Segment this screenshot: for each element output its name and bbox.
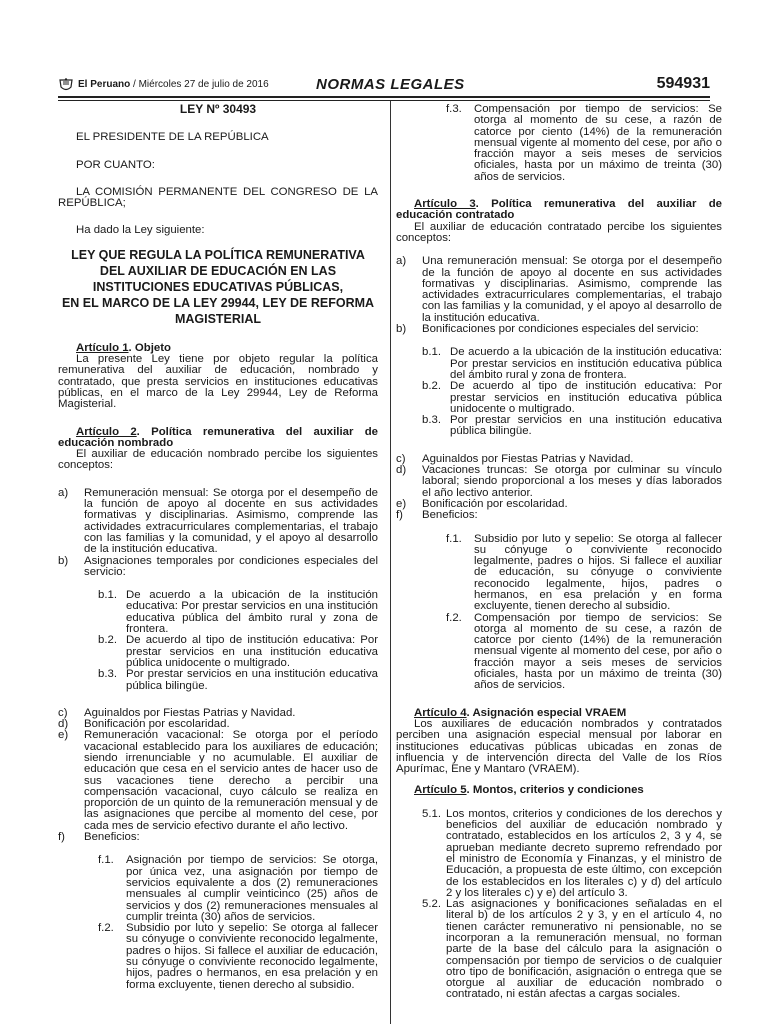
list-item-f2: [58, 923, 378, 991]
item-label: 5.1.: [422, 807, 441, 820]
list-item-f1: [396, 534, 722, 613]
item-label: 5.2.: [422, 898, 441, 911]
article-1-title: . Objeto: [128, 341, 171, 354]
list-item-b2: [396, 381, 722, 415]
item-label: b.1.: [98, 589, 117, 602]
item-label: f.2.: [446, 611, 462, 624]
list-item-a: [58, 488, 378, 556]
law-title: [58, 247, 378, 327]
header-rule: [58, 96, 710, 98]
right-column: [396, 104, 722, 1001]
item-text: Remuneración mensual: Se otorga por el desempeño de la función de apoyo al docente en sus actividades formativas y disciplinarias. Asimismo, comprende las actividades extracurriculares complementarias, el trabajo con las familias y la comunidad, y el apoyo al desarrollo de la institución educativa.: [84, 486, 378, 556]
item-label: e): [396, 497, 407, 510]
article-3-heading: [396, 199, 722, 222]
law-title-line: LEY QUE REGULA LA POLÍTICA REMUNERATIVA: [71, 247, 365, 262]
item-label: f.1.: [98, 854, 114, 867]
list-item-b3: [58, 669, 378, 692]
item-label: b): [396, 323, 407, 336]
item-label: f): [396, 509, 403, 522]
list-item-f: [396, 510, 722, 521]
article-5-heading: [396, 785, 722, 796]
list-item-f3: [396, 104, 722, 183]
list-item-b1: [396, 347, 722, 381]
column-divider: [390, 101, 391, 1024]
law-title-line: DEL AUXILIAR DE EDUCACIÓN EN LAS: [99, 263, 337, 278]
president-line: EL PRESIDENTE DE LA REPÚBLICA: [76, 131, 269, 144]
list-item-d: [396, 465, 722, 499]
article-3-intro: El auxiliar de educación contratado percibe los siguientes conceptos:: [396, 220, 722, 244]
page-number: 594931: [656, 75, 710, 92]
item-text: Aguinaldos por Fiestas Patrias y Navidad.: [422, 452, 634, 465]
item-text: Los montos, criterios y condiciones de los derechos y beneficios del auxiliar de educación nombrado y contratado, establecidos en los artículos 2, 3 y 4, se aprueban mediante decreto supremo refrendado por el ministro de Economía y Finanzas, y el ministro de Educación, a propuesta de este último, con excepción de los establecidos en los literales c) y d) del artículo 2 y los literales c) y e) del artículo 3.: [446, 807, 722, 899]
item-label: f.2.: [98, 922, 114, 935]
item-text: Bonificaciones por condiciones especiales del servicio:: [422, 323, 699, 336]
item-text: De acuerdo al tipo de institución educativa: Por prestar servicios en institución educativa pública unidocente o multigrado.: [450, 380, 722, 415]
article-2-heading: [58, 427, 378, 450]
list-item-f1: [58, 855, 378, 923]
item-label: b.3.: [422, 414, 441, 427]
item-text: Subsidio por luto y sepelio: Se otorga al fallecer su cónyuge o conviviente reconocido legalmente, padres o hijos. Si fallece el auxiliar de educación, su cónyuge o conviviente reconocido legalmente, hijos, padres o hermanos, en esa prelación y en forma excluyente, tienen derecho al subsidio.: [474, 532, 722, 613]
numbered-item-5-1: [396, 809, 722, 899]
item-label: a): [396, 255, 407, 268]
list-item-b: [396, 324, 722, 335]
item-label: b.3.: [98, 668, 117, 681]
item-text: Bonificación por escolaridad.: [422, 497, 568, 510]
header-rule-thin: [58, 100, 710, 101]
item-text: Vacaciones truncas: Se otorga por culminar su vínculo laboral; siendo proporcional a los meses y días laborados el año lectivo anterior.: [422, 464, 722, 499]
item-label: c): [58, 706, 68, 719]
left-column: [58, 104, 378, 991]
item-label: f.3.: [446, 103, 462, 115]
numbered-item-5-2: [396, 899, 722, 1001]
law-title-line: MAGISTERIAL: [174, 311, 262, 326]
list-item-e: [58, 730, 378, 832]
article-4-title: . Asignación especial VRAEM: [466, 706, 627, 719]
item-text: Compensación por tiempo de servicios: Se otorga al momento de su cese, a razón de catorce por ciento (14%) de la remuneración mensual vigente al momento del cese, por año o fracción mayor a seis meses de servicios oficiales, hasta por un máximo de treinta (30) años de servicios.: [474, 103, 722, 183]
item-label: a): [58, 486, 69, 499]
article-4-label: Artículo 4: [414, 706, 467, 719]
article-3-title: . Política remunerativa del auxiliar de educación contratado: [396, 198, 722, 222]
item-label: d): [396, 464, 407, 477]
item-text: Una remuneración mensual: Se otorga por el desempeño de la función de apoyo al docente en sus actividades formativas y disciplinarias. Asimismo, comprende las actividades extracurriculares complementarias, el trabajo con las familias y la comunidad, y el apoyo al desarrollo de la institución educativa.: [422, 255, 722, 324]
article-3-label: Artículo 3: [414, 198, 476, 211]
item-label: e): [58, 729, 69, 742]
law-title-line: INSTITUCIONES EDUCATIVAS PÚBLICAS,: [92, 279, 344, 294]
section-title: NORMAS LEGALES: [316, 76, 465, 93]
por-cuanto: POR CUANTO:: [76, 158, 155, 171]
item-text: Compensación por tiempo de servicios: Se otorga al momento de su cese, a razón de catorce por ciento (14%) de la remuneración mensual vigente al momento del cese, por año o fracción mayor a seis meses de servicios oficiales, hasta por un máximo de treinta (30) años de servicios.: [474, 611, 722, 692]
list-item-b2: [58, 635, 378, 669]
item-label: b.1.: [422, 346, 441, 359]
law-number: LEY Nº 30493: [179, 102, 257, 116]
article-1-text: La presente Ley tiene por objeto regular la política remunerativa del auxiliar de educación, nombrado y contratado, que presta servicios en instituciones educativas públicas, en el marco de la Ley 29944, Ley de Reforma Magisterial.: [58, 353, 378, 411]
item-text: Aguinaldos por Fiestas Patrias y Navidad.: [84, 706, 296, 719]
article-4-text: Los auxiliares de educación nombrados y contratados perciben una asignación especial mensual por laborar en instituciones educativas públicas ubicadas en zonas de influencia y de intervención directa del Valle de los Ríos Apurímac, Ene y Mantaro (VRAEM).: [396, 717, 722, 776]
article-2-intro: El auxiliar de educación nombrado percibe los siguientes conceptos:: [58, 448, 378, 472]
coat-of-arms-icon: [58, 78, 74, 92]
list-item-f2: [396, 613, 722, 692]
item-text: Las asignaciones y bonificaciones señaladas en el literal b) de los artículos 2 y 3, y en el artículo 4, no tienen carácter remunerativo ni pensionable, no se incorporan a la remuneración mensual, no forman parte de la base del cálculo para la asignación o compensación por tiempo de servicios o de cualquier otro tipo de bonificación, asignación o entrega que se otorgue al auxiliar de educación nombrado o contratado, ni están afectas a cargas sociales.: [446, 898, 722, 1001]
article-2-label: Artículo 2: [76, 425, 137, 438]
item-text: Remuneración vacacional: Se otorga por el período vacacional establecido para los auxiliares de educación; siendo irrenunciable y no acumulable. El auxiliar de educación que cesa en el servicio antes de hacer uso de sus vacaciones tiene derecho a percibir una compensación vacacional, cuyo cálculo se realiza en proporción de un quinto de la remuneración mensual y de las asignaciones que percibe al momento del cese, por cada mes de servicio efectivo durante el año lectivo.: [84, 729, 378, 832]
article-2-title: . Política remunerativa del auxiliar de educación nombrado: [58, 425, 378, 449]
page-header: [58, 70, 710, 98]
item-label: b.2.: [422, 380, 441, 393]
list-item-b3: [396, 415, 722, 438]
ha-dado-line: Ha dado la Ley siguiente:: [76, 224, 205, 237]
article-5-label: Artículo 5: [414, 784, 467, 797]
item-text: De acuerdo a la ubicación de la institución educativa: Por prestar servicios en una institución educativa pública del ámbito rural y zona de frontera.: [126, 589, 378, 636]
item-text: Asignaciones temporales por condiciones especiales del servicio:: [84, 554, 378, 578]
item-label: b): [58, 554, 69, 567]
article-5-title: . Montos, criterios y condiciones: [466, 784, 644, 797]
law-title-line: EN EL MARCO DE LA LEY 29944, LEY DE REFORMA: [61, 295, 375, 310]
comision-line: LA COMISIÓN PERMANENTE DEL CONGRESO DE LA REPÚBLICA;: [58, 185, 378, 210]
item-label: b.2.: [98, 634, 117, 647]
article-1-label: Artículo 1: [76, 341, 129, 354]
item-text: Beneficios:: [84, 831, 140, 844]
list-item-b: [58, 556, 378, 579]
list-item-b1: [58, 590, 378, 635]
list-item-a: [396, 256, 722, 324]
item-label: f): [58, 831, 65, 844]
item-text: Beneficios:: [422, 509, 478, 522]
item-text: Asignación por tiempo de servicios: Se otorga, por única vez, una asignación por tiempo de servicios equivalente a dos (2) remuneraciones mensuales al cumplir veinticinco (25) años de servicios y dos (2) remuneraciones mensuales al cumplir treinta (30) años de servicios.: [126, 854, 378, 923]
item-text: Por prestar servicios en una institución educativa pública bilingüe.: [126, 668, 378, 692]
item-text: Subsidio por luto y sepelio: Se otorga al fallecer su cónyuge o conviviente reconocido legalmente, padres o hijos. Si fallece el auxiliar de educación, su cónyuge o conviviente reconocido legalmente, hijos, padres o hermanos, en esa prelación y en forma excluyente, tienen derecho al subsidio.: [126, 922, 378, 991]
item-label: f.1.: [446, 532, 462, 545]
item-label: c): [396, 452, 406, 465]
item-text: Bonificación por escolaridad.: [84, 718, 230, 731]
item-text: Por prestar servicios en una institución educativa pública bilingüe.: [450, 414, 722, 438]
item-label: d): [58, 718, 69, 731]
item-text: De acuerdo a la ubicación de la institución educativa: Por prestar servicios en institución educativa pública del ámbito rural y zona de frontera.: [450, 346, 722, 381]
list-item-f: [58, 832, 378, 843]
item-text: De acuerdo al tipo de institución educativa: Por prestar servicios en una institución educativa pública unidocente o multigrado.: [126, 634, 378, 669]
publication-info: El Peruano / Miércoles 27 de julio de 2016: [78, 79, 269, 90]
publication-name: El Peruano: [78, 79, 131, 90]
publication-date: Miércoles 27 de julio de 2016: [138, 79, 269, 90]
